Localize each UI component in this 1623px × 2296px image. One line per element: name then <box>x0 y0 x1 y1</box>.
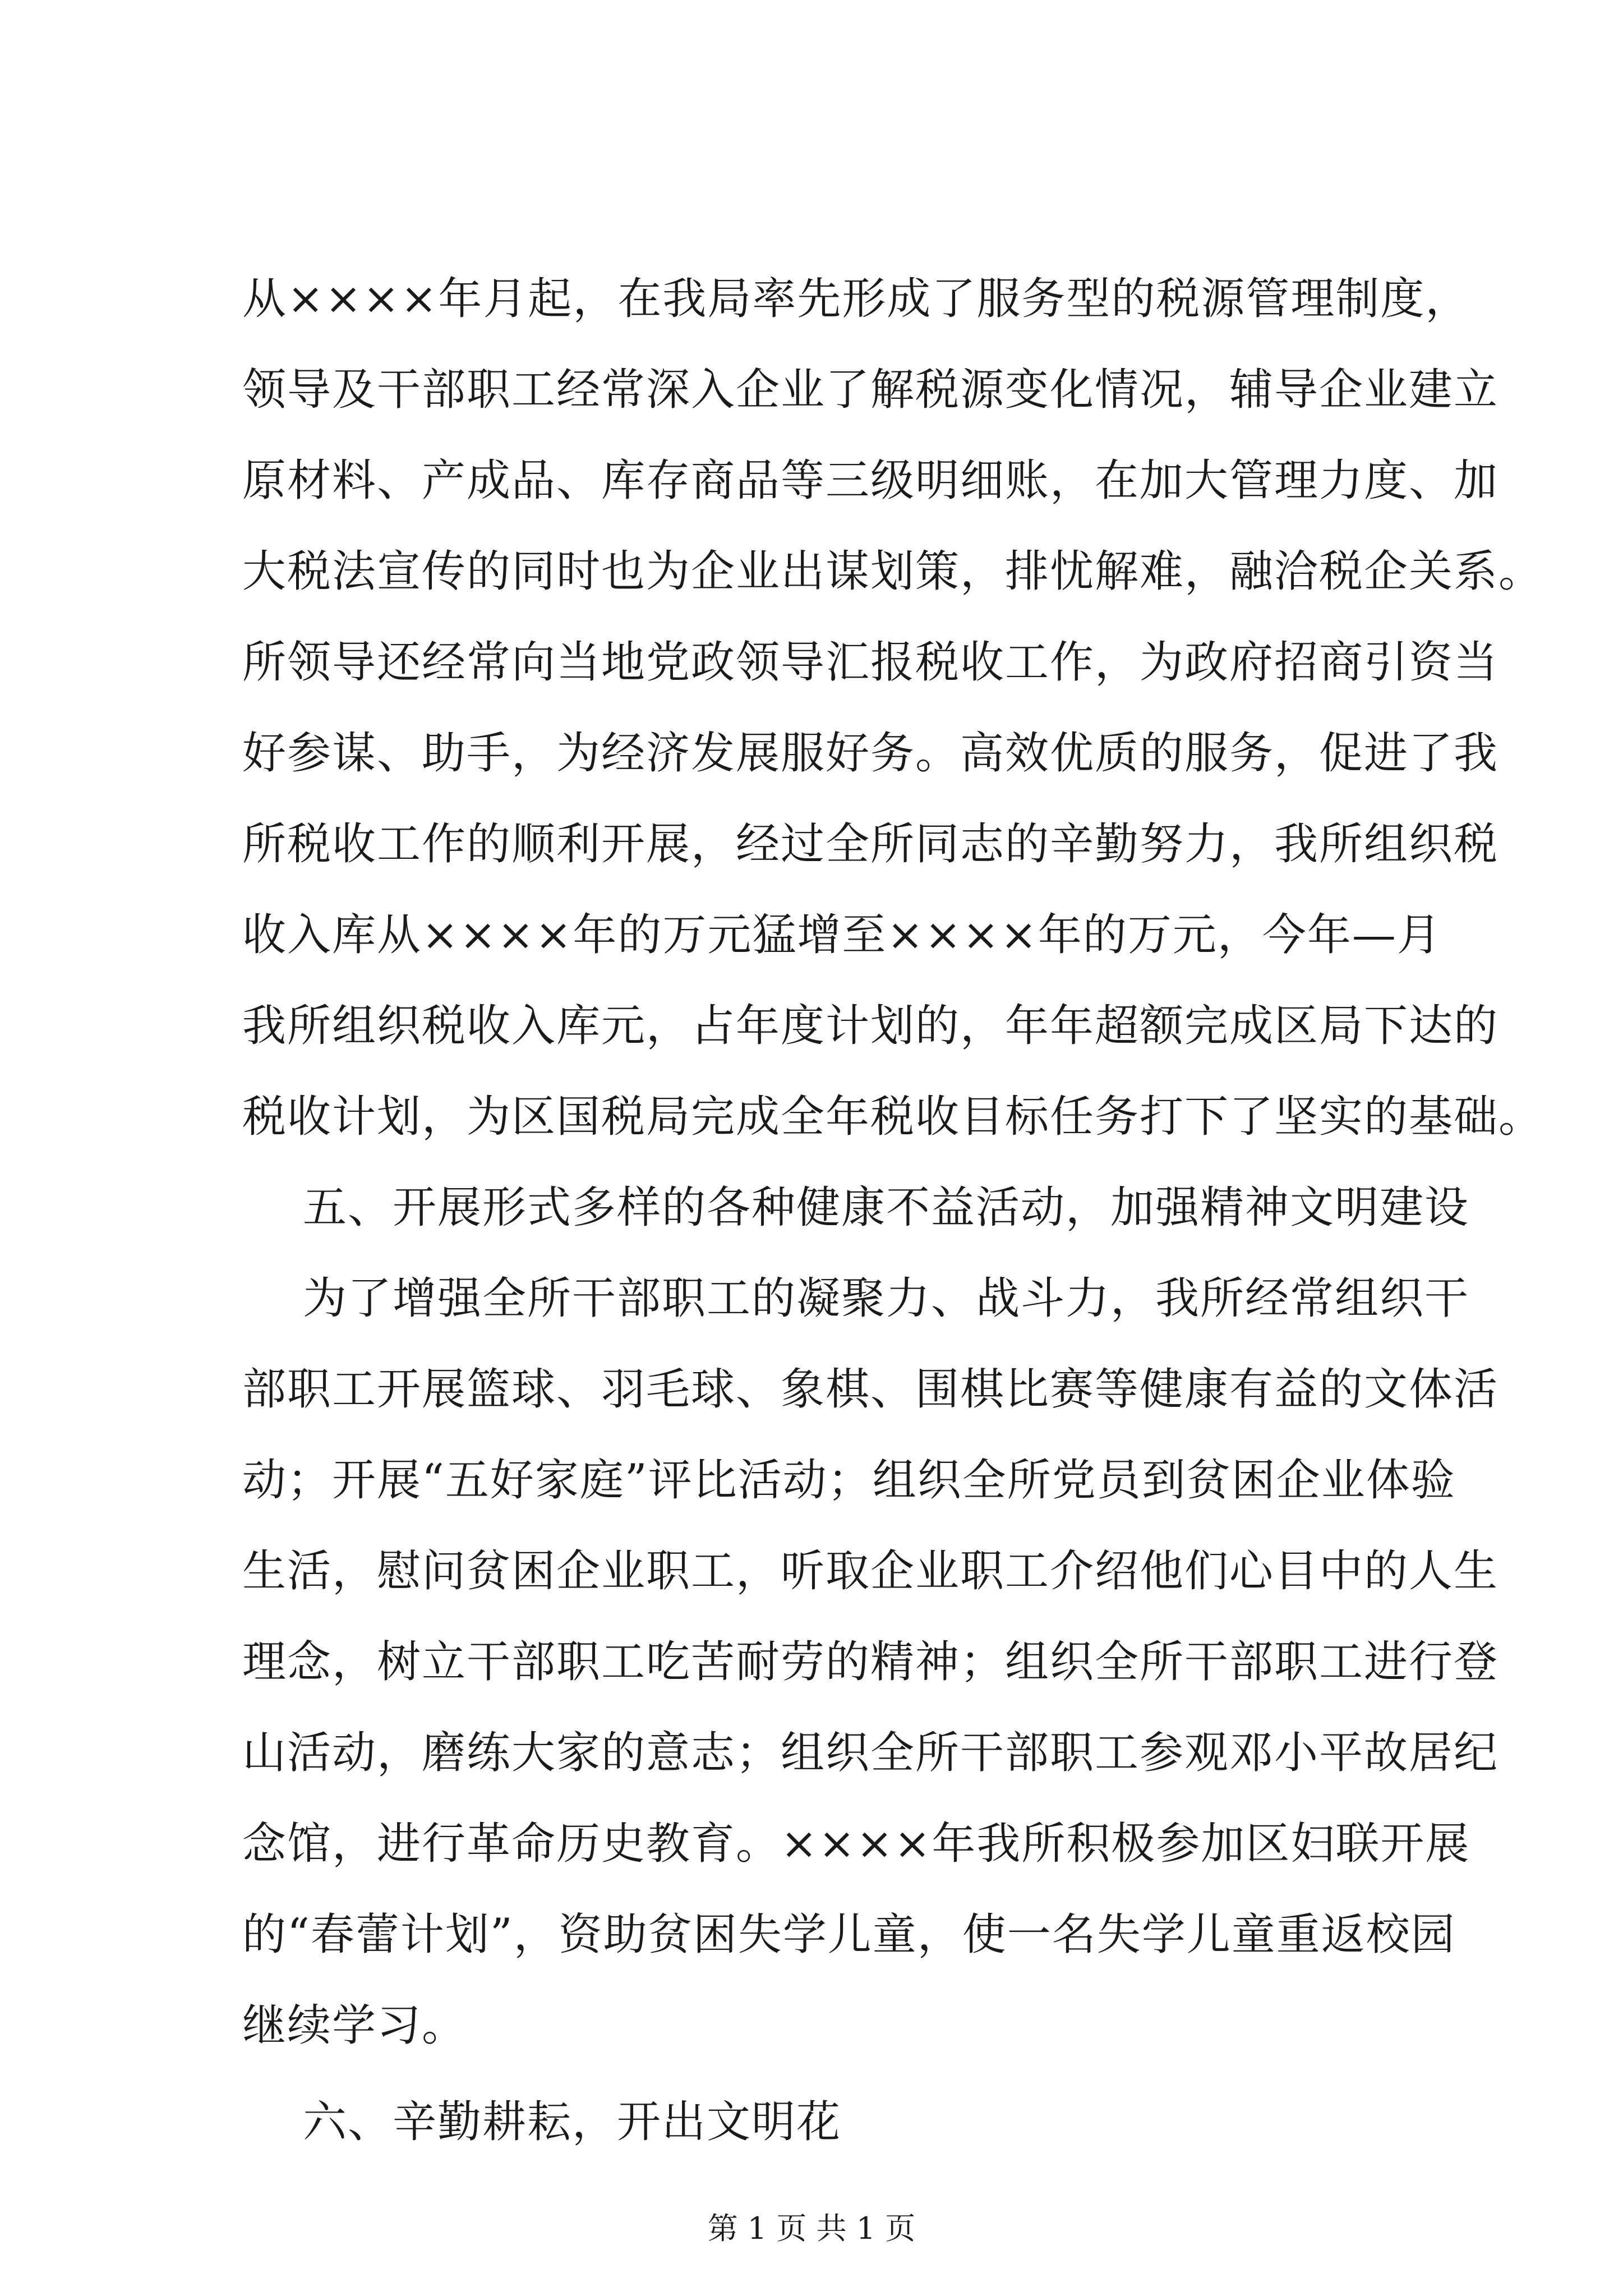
body-line-2: 领导及干部职工经常深入企业了解税源变化情况，辅导企业建立 <box>242 365 1499 415</box>
body-line-13: 部职工开展篮球、羽毛球、象棋、围棋比赛等健康有益的文体活 <box>242 1364 1499 1415</box>
body-line-16: 理念，树立干部职工吃苦耐劳的精神；组织全所干部职工进行登 <box>242 1637 1499 1687</box>
body-line-19: 的“春蕾计划”，资助贫困失学儿童，使一名失学儿童重返校园 <box>242 1910 1456 1960</box>
body-line-18: 念馆，进行革命历史教育。××××年我所积极参加区妇联开展 <box>242 1819 1470 1869</box>
body-line-7: 所税收工作的顺利开展，经过全所同志的辛勤努力，我所组织税 <box>242 819 1499 869</box>
body-line-12: 为了增强全所干部职工的凝聚力、战斗力，我所经常组织干 <box>303 1273 1470 1324</box>
page-footer: 第 1 页 共 1 页 <box>707 2211 916 2246</box>
body-line-9: 我所组织税收入库元，占年度计划的，年年超额完成区局下达的 <box>242 1001 1499 1051</box>
body-line-1: 从××××年月起，在我局率先形成了服务型的税源管理制度， <box>242 274 1470 324</box>
body-line-14: 动；开展“五好家庭”评比活动；组织全所党员到贫困企业体验 <box>242 1455 1456 1506</box>
section-heading-6: 六、辛勤耕耘，开出文明花 <box>303 2097 842 2147</box>
body-line-3: 原材料、产成品、库存商品等三级明细账，在加大管理力度、加 <box>242 455 1499 506</box>
section-heading-5: 五、开展形式多样的各种健康不益活动，加强精神文明建设 <box>303 1182 1470 1233</box>
body-line-15: 生活，慰问贫困企业职工，听取企业职工介绍他们心目中的人生 <box>242 1546 1499 1596</box>
body-line-8: 收入库从××××年的万元猛增至××××年的万元，今年—月 <box>242 910 1442 960</box>
body-line-5: 所领导还经常向当地党政领导汇报税收工作，为政府招商引资当 <box>242 637 1499 688</box>
body-line-17: 山活动，磨练大家的意志；组织全所干部职工参观邓小平故居纪 <box>242 1728 1499 1778</box>
body-line-6: 好参谋、助手，为经济发展服好务。高效优质的服务，促进了我 <box>242 728 1499 779</box>
body-line-4: 大税法宣传的同时也为企业出谋划策，排忧解难，融洽税企关系。 <box>242 546 1544 597</box>
body-line-20: 继续学习。 <box>242 2000 467 2051</box>
body-line-10: 税收计划，为区国税局完成全年税收目标任务打下了坚实的基础。 <box>242 1092 1544 1142</box>
